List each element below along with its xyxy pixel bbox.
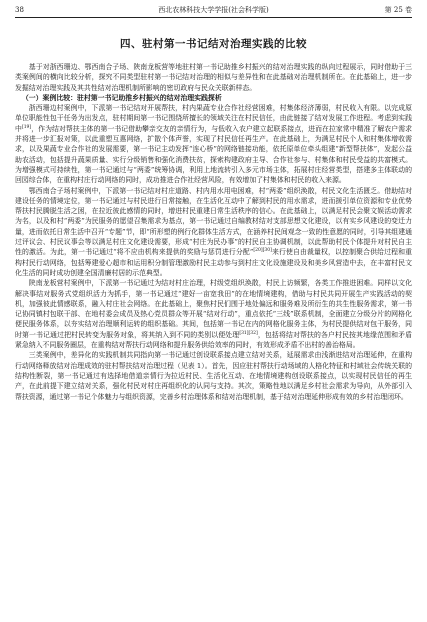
body-paragraph [15, 350, 412, 401]
paragraph-text-continued: 来行使自由裁量权，以控制聚合供给过程和重构村民行动网络，包括筹建爱心超市和运用积分制管理激励村民主动参与到村庄文化设施建设及和美乡风营造中去，在丰富村民文化生活的同时成功创建全国清廉村居的示范典型。 [15, 248, 413, 277]
paragraph-text: 鄂西南合子场村案例中，下派第一书记结对村庄道路、村内用水用电困难，村“两委”组织涣散，村民文化生活匮乏。借助结对建设任务的情境定位，第一书记通过与村民进行日常接触，在生活化互动中了解到村民的用水需求，进而援引单位资源和专业优势帮扶村民腾脱生活之困，在拉近彼此感情的同时，增进村民重建日常生活秩序的信心。在此基础上，以满足村民会聚文娱活动需求为名，以及和村“两委”为民服务的愿望召集需求为基点，第一书记通过自编教材结对支部思想文化建设，以有实乡风建设的变迁力量，进而依托日常生活中召开“专题”节，即“所形塑的例行化群体生活方式，在涵养村民间观念一致的性意愿的同时，引导其组建通过评议会、村民议事会等以满足村庄文化建设需要，形成“村庄为民办事”的村民自主协调机制，以此帮助村民个体提升对村民自主性的激活。为此，第一书记通过“将不应由机构来提供的奖励与惩罚进行分配” [15, 186, 412, 257]
running-header [15, 5, 412, 18]
body-paragraph [15, 278, 412, 350]
article-body [15, 62, 412, 402]
body-paragraph [15, 103, 412, 185]
paragraph-text: 基于对浙西珊边、鄂西南合子场、陕南龙板营等地驻村第一书记助推乡村振兴的结对治理实践的纵向过程展示，同时借助于三类案例间的横向比较分析，探究不同类型驻村第一书记结对治理的相似与差异性和在此基础对治理机制所在。在此基础上，进一步发掘结对治理实践及其共性结对治理机制所影响的密切政府与民众关联新样态。 [15, 63, 412, 92]
volume-label: 第 25 卷 [384, 6, 412, 14]
section-title: 四、驻村第一书记结对治理实践的比较 [120, 38, 307, 50]
paragraph-text-continued: ，包括将结对帮扶的各户村民按其地缘范围和矛盾紧急纳入不同服务圈层，在重构结对帮扶行动网络和提升服务供给效率的同时，有效形成矛盾不出村的善治格局。 [15, 330, 413, 350]
paragraph-text: 浙西珊边村案例中，下派第一书记结对开展帮扶，村内果蔬专业合作社经营困难，村集体经济薄弱，村民收入有限。以完成原单位职能性包干任务为出发点，驻村期间第一书记围绕所擅长的领域关注在村民信任，由此链接了结对发展工作进程。考虑到实践中 [15, 104, 412, 133]
paragraph-text-continued: ，作为结对帮扶主体的第一书记借助攀亲交友的亲情行为，与低收入农户建立起联系接点，进而在拉家常中精准了解农户需求并将进一步汇报对策，以此重塑互惠网络，扩散个体声誉，实现了村民信任再生产。在此基础上，为满足村民个人和村集体增收需求，以及果蔬专业合作社的发展需要，第一书记主动发挥“连心桥”的网络链接功能，依托原单位牵头组建“新型帮扶体”，发起公益助农活动，包括提升蔬果质量、实行分级销售和强化消费扶贫，探索构建政府主导、合作社参与、村集体和村民受益的共富模式。为增强模式可持续性，第一书记通过与“两委”统筹协调，利用上地流转引入多元市场主体，拓展村庄经营类型，搭建多主体联动的回园综合体，在重构村庄行动网络的同时，成功推进合作社经营风险，有效增加了村集体和村民的收入来源。 [15, 124, 413, 185]
citation-marker: [31][32] [239, 330, 258, 336]
journal-name: 西北农林科技大学学报(社会科学版) [158, 6, 269, 14]
body-paragraph [15, 186, 412, 279]
citation-marker: [20][30] [253, 248, 272, 254]
paragraph-text: 陕南龙板营村案例中，下派第一书记通过为结对村庄治理，村级党组织涣散，村民上访频繁，各类工作推进困难。同样以文化解决事结对服务式党组织活力为抓手，第一书记通过“建好一亩宽我田”的在地情境建构，借助与村民共同开展生产实践活动的契机，加强彼此情感联系，融入村庄社会网络。在此基础上，聚焦村民们围于地处偏远和服务难及所衍生的共生性服务需求，第一书记协同镇村包联干部、在地村委会成员及热心党员群众等开展“结对行动”，重点依托“三线”联系机制，全面建立分级分片的网格化便民服务体系，以夯实结对治理顺利运转的组织基础。其间，包括第一书记在内的网格化服务主体，为村民提供结对包干服务，同时第一书记通过把村民转变为服务对象，将其纳入到不同的类别以便处理 [15, 279, 412, 339]
page-number: 38 [15, 6, 24, 14]
citation-marker: [19] [21, 124, 32, 130]
paragraph-text: （一）案例比较：驻村第一书记助推乡村振兴的结对治理实践探析 [21, 93, 222, 102]
body-paragraph [15, 62, 412, 93]
subsection-heading [15, 93, 412, 103]
paragraph-text: 三类案例中，差异化的实践机制共同指向第一书记通过创设联系接点建立结对关系，延展需求由浅渐进结对治理延伸，在重构行动网络释放结对治理成效的驻村帮扶结对治理过程（见表 1）。首先，因应驻村帮扶行动场域的人格化特征和村域社会传统关联的结构性断裂，第一书记通过有选择地借道亲情行为拉近村民、生活化互动、在地情境建构创设联系接点，以实现村民信任的再生产，在此前提下建立结对关系，强化村民对村庄再组织化的认同与支持。其次，策略性地以满足乡村社会需求为导向，从外部引入帮扶资源，通过第一书记个体魅力与组织资源，完善乡村治理体系和结对治理机制，基于结对治理延伸形成有效的乡村治理闭环。 [15, 351, 412, 401]
